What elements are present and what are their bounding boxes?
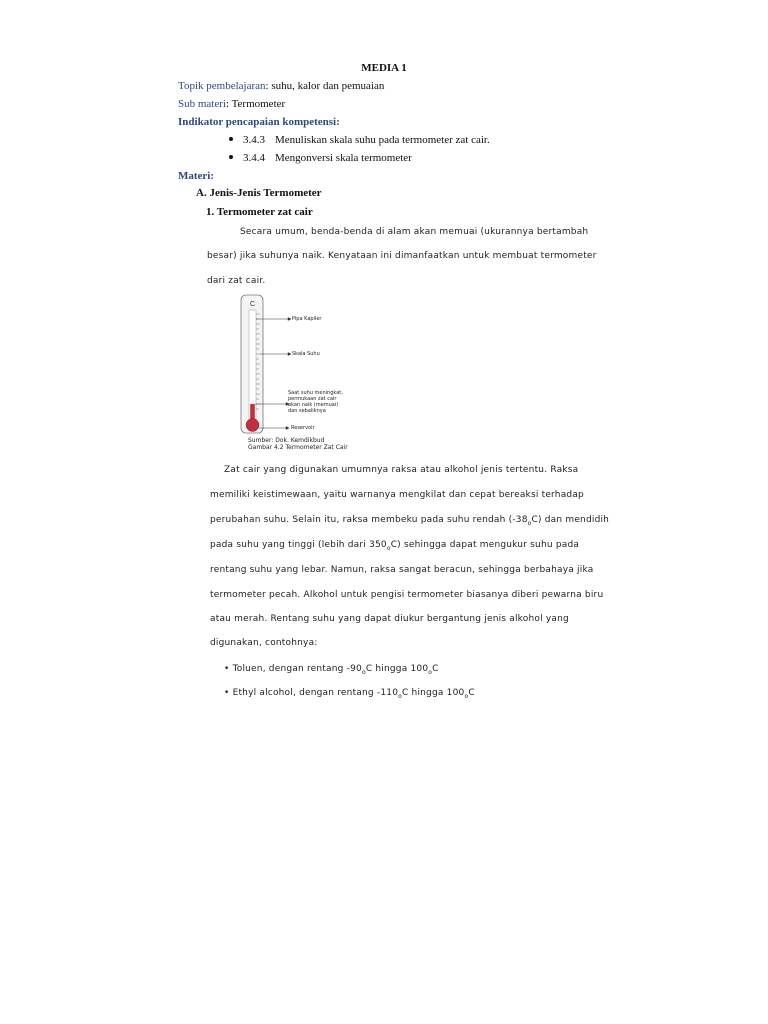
para2-line-7: atau merah. Rentang suhu yang dapat diukur bergantung jenis alkohol yang (210, 614, 569, 624)
indikator-label: Indikator pencapaian kompetensi: (178, 116, 340, 128)
para2-line-5: rentang suhu yang lebar. Namun, raksa sangat beracun, sehingga berbahaya jika (210, 565, 594, 575)
indikator-item-1 (229, 134, 490, 146)
para2-line-3: perubahan suhu. Selain itu, raksa membeku pada suhu rendah $(-38_oC)$ dan mendidih (210, 515, 610, 527)
indikator-text: Mengonversi skala termometer (275, 152, 412, 164)
para2-line-2: memiliki keistimewaan, yaitu warnanya mengkilat dan cepat bereaksi terhadap (210, 490, 584, 500)
page-title: MEDIA 1 (361, 62, 407, 74)
sub-materi-label: Sub materi (178, 98, 226, 110)
indikator-item-2 (229, 152, 412, 164)
topik-label: Topik pembelajaran (178, 80, 266, 92)
label-reservoir: Reservoir (291, 425, 315, 431)
figure-source: Sumber: Dok. Kemdikbud (248, 437, 325, 444)
para1-line-3: dari zat cair. (207, 276, 266, 286)
indikator-text: Menuliskan skala suhu pada termometer zat cair. (275, 134, 490, 146)
reservoir-bulb (246, 419, 259, 432)
label-saat-4: dan sebaliknya (288, 408, 326, 414)
section-1-heading: 1. Termometer zat cair (206, 206, 313, 218)
para2-line-1: Zat cair yang digunakan umumnya raksa atau alkohol jenis tertentu. Raksa (224, 465, 579, 475)
materi-label: Materi: (178, 170, 215, 182)
label-saat-1: Saat suhu meningkat, (288, 390, 343, 396)
para1-line-1: Secara umum, benda-benda di alam akan memuai (ukurannya bertambah (240, 227, 589, 237)
topik-value: : suhu, kalor dan pemuaian (265, 80, 385, 92)
section-a-heading: A. Jenis-Jenis Termometer (196, 187, 322, 199)
figure-caption: Gambar 4.2 Termometer Zat Cair (248, 444, 348, 451)
para2-line-6: termometer pecah. Alkohol untuk pengisi termometer biasanya diberi pewarna biru (210, 590, 604, 600)
sub-materi-line (178, 98, 285, 110)
bullet-icon (229, 155, 233, 159)
scale-letter: C (250, 301, 256, 308)
indikator-num: 3.4.4 (243, 152, 265, 164)
label-pipa-kapiler: Pipa Kapiler (292, 316, 322, 322)
bullet-icon (229, 137, 233, 141)
sub-materi-value: : Termometer (225, 98, 286, 110)
para2-line-8: digunakan, contohnya: (210, 638, 318, 648)
indikator-num: 3.4.3 (243, 134, 265, 146)
example-ethyl-alcohol: • Ethyl alcohol, dengan rentang $-110_oC$ hingga $100_oC$ (224, 688, 475, 700)
para2-line-4: pada suhu yang tinggi (lebih dari $350_oC$) sehingga dapat mengukur suhu pada (210, 540, 580, 552)
label-saat-2: permukaan zat cair (288, 396, 337, 402)
para1-line-2: besar) jika suhunya naik. Kenyataan ini dimanfaatkan untuk membuat termometer (207, 251, 597, 261)
example-toluen: • Toluen, dengan rentang $-90_oC$ hingga $100_oC$ (224, 664, 439, 676)
topik-line (178, 80, 384, 92)
label-skala-suhu: Skala Suhu (292, 351, 320, 357)
label-saat-3: akan naik (memuai) (288, 402, 339, 408)
